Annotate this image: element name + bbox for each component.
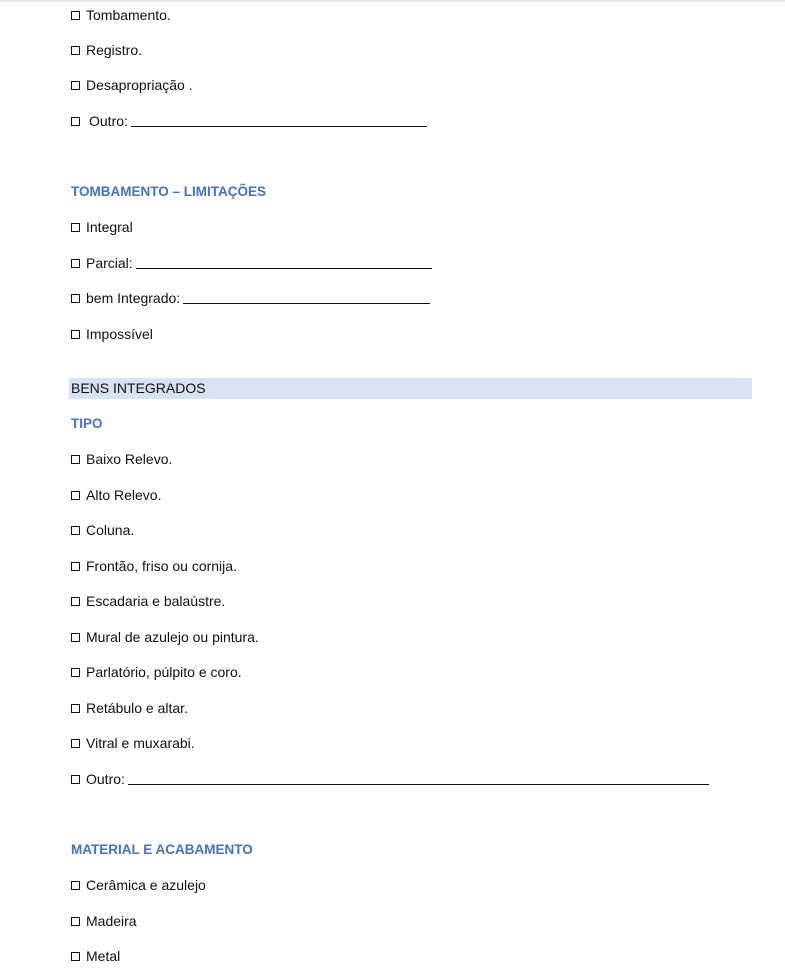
checkbox[interactable]	[71, 917, 80, 926]
option-mural[interactable]	[71, 628, 259, 646]
option-label: Cerâmica e azulejo	[86, 877, 206, 893]
option-label: Tombamento.	[86, 7, 171, 23]
option-label: Metal	[86, 948, 121, 964]
option-label: bem Integrado:	[86, 290, 181, 306]
checkbox[interactable]	[71, 668, 80, 677]
checkbox[interactable]	[71, 294, 80, 303]
option-label: Alto Relevo.	[86, 487, 162, 503]
outro-tipo-fill-line[interactable]	[128, 783, 709, 785]
option-label: Outro:	[86, 771, 125, 787]
option-tombamento[interactable]	[71, 6, 171, 24]
checkbox[interactable]	[71, 491, 80, 500]
option-label: Mural de azulejo ou pintura.	[86, 629, 259, 645]
checkbox[interactable]	[71, 633, 80, 642]
option-escadaria[interactable]	[71, 592, 225, 610]
option-outro-tipo[interactable]	[71, 770, 709, 788]
page-top-divider	[0, 0, 785, 2]
option-label: Integral	[86, 219, 133, 235]
option-label: Outro:	[89, 113, 128, 129]
checkbox[interactable]	[71, 597, 80, 606]
heading-material-acabamento: MATERIAL E ACABAMENTO	[71, 842, 253, 857]
option-retabulo[interactable]	[71, 699, 188, 717]
checkbox[interactable]	[71, 223, 80, 232]
option-parlatorio[interactable]	[71, 663, 242, 681]
option-ceramica[interactable]	[71, 876, 206, 894]
option-parcial[interactable]	[71, 254, 432, 272]
option-label: Escadaria e balaústre.	[86, 593, 226, 609]
option-label: Coluna.	[86, 522, 135, 538]
checkbox[interactable]	[71, 117, 80, 126]
section-title-bens-integrados: BENS INTEGRADOS	[71, 380, 206, 396]
heading-tipo: TIPO	[71, 416, 103, 431]
option-bem-integrado[interactable]	[71, 289, 430, 307]
heading-tombamento-limitacoes: TOMBAMENTO – LIMITAÇÕES	[71, 184, 267, 199]
option-metal[interactable]	[71, 947, 120, 965]
option-label: Vitral e muxarabi.	[86, 735, 195, 751]
option-label: Baixo Relevo.	[86, 451, 173, 467]
option-label: Frontão, friso ou cornija.	[86, 558, 237, 574]
checkbox[interactable]	[71, 881, 80, 890]
option-coluna[interactable]	[71, 521, 134, 539]
checkbox[interactable]	[71, 11, 80, 20]
option-label: Impossível	[86, 326, 153, 342]
option-vitral[interactable]	[71, 734, 195, 752]
checkbox[interactable]	[71, 46, 80, 55]
option-desapropriacao[interactable]	[71, 76, 193, 94]
parcial-fill-line[interactable]	[136, 267, 432, 269]
option-label: Parcial:	[86, 255, 133, 271]
option-label: Retábulo e altar.	[86, 700, 188, 716]
option-outro-top[interactable]	[71, 112, 427, 130]
option-label: Madeira	[86, 913, 137, 929]
option-frontao[interactable]	[71, 557, 237, 575]
bem-integrado-fill-line[interactable]	[183, 302, 430, 304]
option-alto-relevo[interactable]	[71, 486, 161, 504]
option-integral[interactable]	[71, 218, 133, 236]
checkbox[interactable]	[71, 81, 80, 90]
checkbox[interactable]	[71, 704, 80, 713]
option-madeira[interactable]	[71, 912, 137, 930]
option-label: Desapropriação .	[86, 77, 193, 93]
checkbox[interactable]	[71, 259, 80, 268]
checkbox[interactable]	[71, 330, 80, 339]
checkbox[interactable]	[71, 739, 80, 748]
checkbox[interactable]	[71, 775, 80, 784]
option-baixo-relevo[interactable]	[71, 450, 172, 468]
outro-fill-line[interactable]	[131, 125, 427, 127]
option-registro[interactable]	[71, 41, 142, 59]
option-impossivel[interactable]	[71, 325, 153, 343]
option-label: Registro.	[86, 42, 143, 58]
checkbox[interactable]	[71, 455, 80, 464]
checkbox[interactable]	[71, 526, 80, 535]
checkbox[interactable]	[71, 562, 80, 571]
option-label: Parlatório, púlpito e coro.	[86, 664, 242, 680]
checkbox[interactable]	[71, 952, 80, 961]
